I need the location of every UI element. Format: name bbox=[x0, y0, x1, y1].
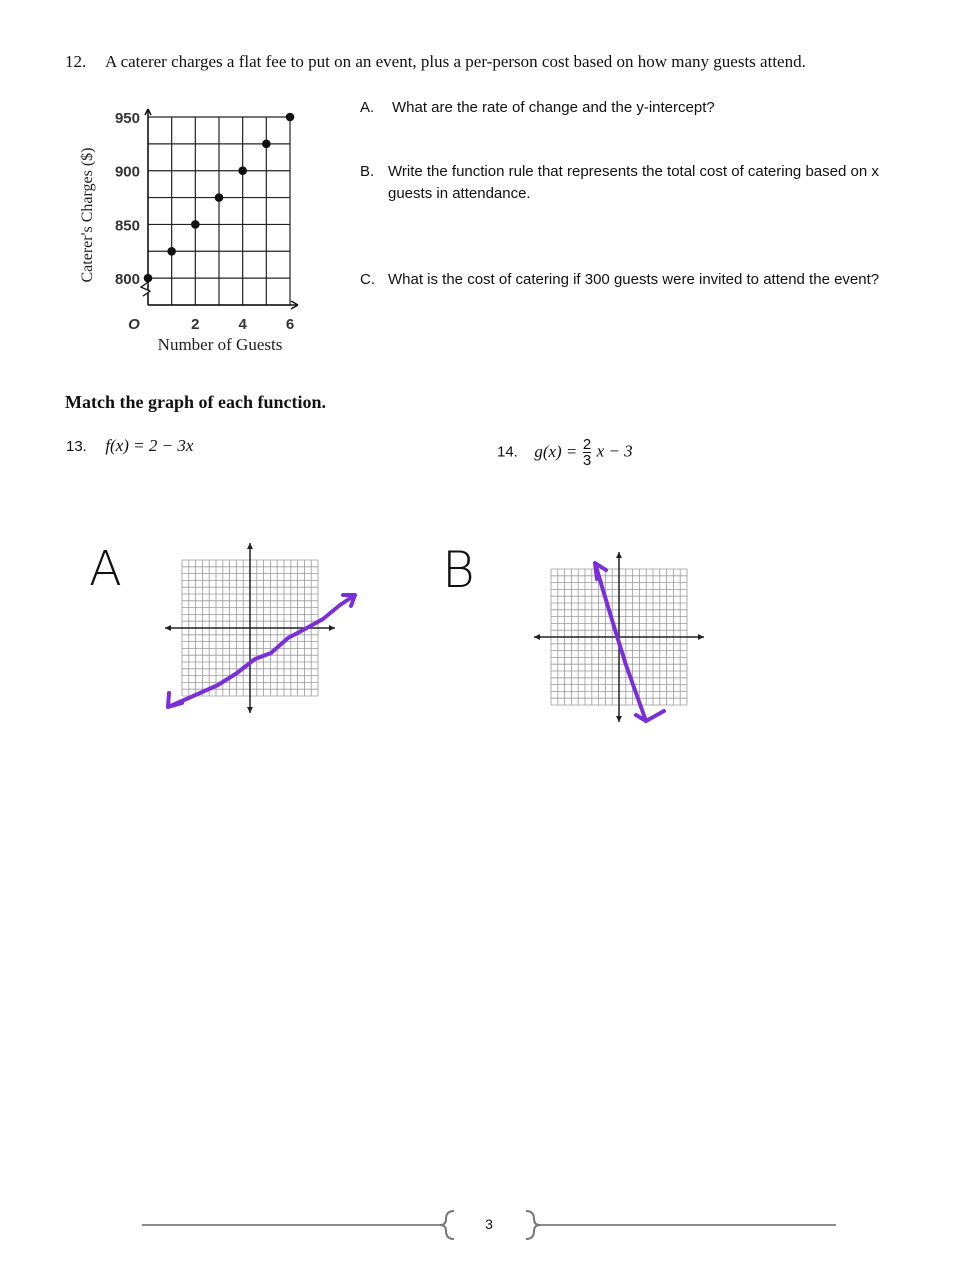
graph-a-drawn-line bbox=[168, 595, 355, 707]
problem-14-rhs: x − 3 bbox=[596, 441, 633, 461]
part-b-label: B. bbox=[360, 163, 375, 180]
chart-point bbox=[262, 140, 271, 149]
part-a bbox=[360, 97, 920, 121]
problem-12-text: A caterer charges a flat fee to put on an event, plus a per-person cost based on how many guests attend. bbox=[105, 52, 806, 71]
chart-point bbox=[191, 220, 200, 229]
problem-14 bbox=[497, 437, 633, 468]
graph-b bbox=[440, 525, 730, 735]
problem-12-prompt bbox=[65, 52, 806, 72]
chart-point bbox=[144, 274, 153, 283]
part-a-text: What are the rate of change and the y-intercept? bbox=[392, 99, 715, 116]
chart-point bbox=[286, 113, 295, 122]
problem-14-fraction bbox=[583, 437, 591, 468]
chart-point bbox=[215, 193, 224, 202]
fraction-denominator: 3 bbox=[582, 452, 592, 469]
part-b bbox=[360, 161, 920, 207]
chart-x-tick-label: O bbox=[128, 316, 140, 333]
chart-y-tick-label: 800 bbox=[114, 271, 140, 289]
part-c-text: What is the cost of catering if 300 guests were invited to attend the event? bbox=[388, 271, 880, 288]
part-b-text: Write the function rule that represents the total cost of catering based on x guests in attendance. bbox=[388, 163, 879, 202]
problem-13-equation: f(x) = 2 − 3x bbox=[105, 436, 194, 455]
chart-point bbox=[167, 247, 176, 256]
chart-x-tick-label: 6 bbox=[285, 316, 295, 333]
page-number: 3 bbox=[485, 1216, 493, 1232]
problem-13-number: 13. bbox=[66, 438, 87, 455]
part-c bbox=[360, 269, 920, 315]
chart-y-tick-label: 850 bbox=[114, 217, 140, 235]
graph-b-label: B bbox=[442, 541, 475, 599]
problem-12-number: 12. bbox=[65, 52, 87, 71]
problem-13 bbox=[66, 436, 193, 456]
chart-y-tick-label: 950 bbox=[114, 110, 140, 127]
chart-x-tick-label: 2 bbox=[191, 316, 200, 333]
graph-a bbox=[85, 525, 375, 725]
fraction-numerator: 2 bbox=[582, 436, 592, 453]
problem-14-number: 14. bbox=[497, 443, 518, 461]
chart-point bbox=[238, 166, 247, 175]
chart-y-tick-label: 900 bbox=[114, 163, 140, 181]
part-a-label: A. bbox=[360, 99, 375, 116]
chart-x-tick-label: 4 bbox=[238, 316, 247, 333]
problem-14-lhs: g(x) = bbox=[534, 441, 578, 461]
part-c-label: C. bbox=[360, 271, 375, 288]
section-heading: Match the graph of each function. bbox=[65, 392, 326, 412]
caterer-chart bbox=[70, 100, 310, 365]
chart-x-axis-label: Number of Guests bbox=[157, 335, 283, 354]
graph-a-label: A bbox=[89, 541, 122, 597]
chart-y-axis-label: Caterer's Charges ($) bbox=[79, 147, 96, 283]
